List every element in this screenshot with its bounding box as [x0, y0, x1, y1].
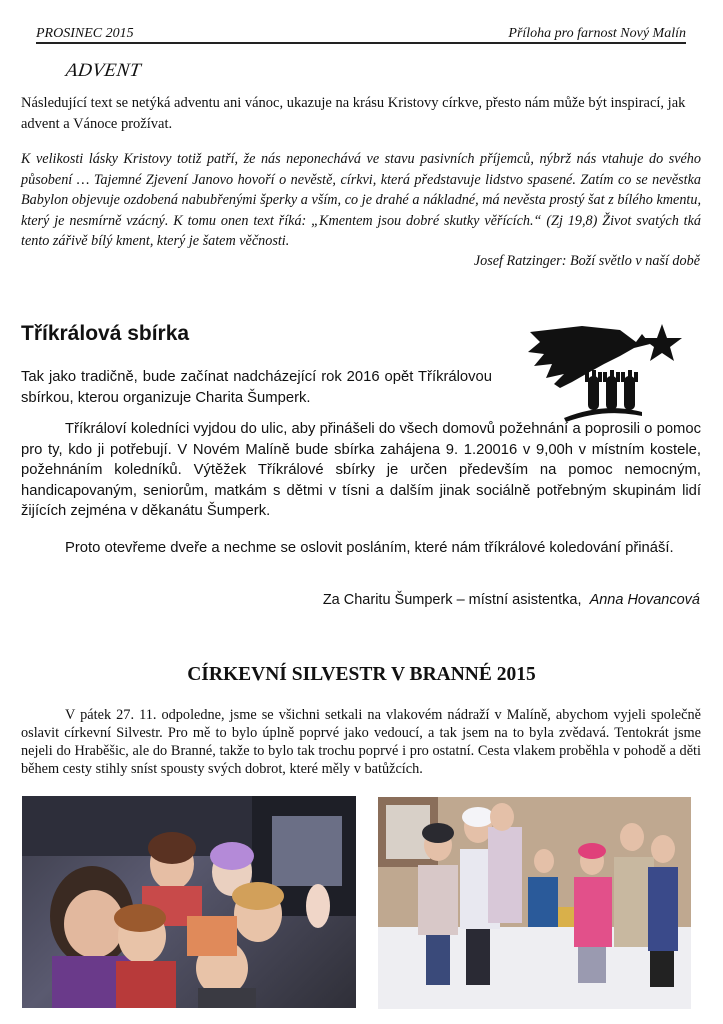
signature-prefix: Za Charitu Šumperk – místní asistentka, — [322, 592, 582, 608]
train-group-photo — [22, 796, 356, 1008]
trikralova-paragraph-3-text: Proto otevřeme dveře a nechme se oslovit posláním, které nám tříkrálové koledování přináší. — [65, 540, 674, 556]
advent-title: ADVENT — [64, 60, 143, 81]
advent-quote: K velikosti lásky Kristovy totiž patří, že nás neponechává ve stavu pasivních příjemců, nýbrž nás vtahuje do svého působení … Tajemné Zjevení Janovo hovoří o nevěstě, církvi, která představuje lidstvo spasené. Zatím co se nevěstka Babylon objevuje ozdobená nabubřenými šperky a vším, co je drahé a nákladné, má nevěsta prostý šat z bílého kmentu, který je nesmírně vzácný. K tomu onen text říká: „Kmentem jsou dobré skutky věřících.“ (Zj 19,8) Život svatých tká tento zářivě bílý kment, který je šatem věčnosti. — [21, 151, 701, 249]
signature-name: Anna Hovancová — [589, 592, 700, 608]
three-kings-star-icon — [524, 318, 686, 430]
advent-quote-author: Josef Ratzinger: Boží světlo v naší době — [473, 253, 700, 269]
trikralova-paragraph-2 — [21, 419, 701, 522]
snow-group-photo — [378, 797, 691, 1009]
advent-intro: Následující text se netýká adventu ani vánoc, ukazuje na krásu Kristovy církve, přesto nám může být inspirací, jak advent a Vánoce prožívat. — [21, 95, 686, 132]
trikralova-title: Tříkrálová sbírka — [21, 322, 190, 345]
silvestr-title: CÍRKEVNÍ SILVESTR V BRANNÉ 2015 — [187, 664, 536, 685]
trikralova-signature — [323, 592, 700, 608]
trikralova-paragraph-2-text: Tříkráloví koledníci vyjdou do ulic, aby přinášeli do všech domovů požehnání a poprosili o pomoc pro ty, kdo ji potřebují. V Novém Malíně bude sbírka zahájena 9. 1.20016 v 9,00h v místním kostele, požehnáním koledníků. Výtěžek Tříkrálové sbírky je určen především na pomoc nemocným, handicapovaným, seniorům, matkám s dětmi v tísni a dalším jinak sociálně potřebným skupinám lidí žijících zejména v děkanátu Šumperk. — [21, 421, 701, 519]
trikralova-paragraph-1: Tak jako tradičně, bude začínat nadcházející rok 2016 opět Tříkrálovou sbírkou, kterou organizuje Charita Šumperk. — [21, 369, 492, 406]
page-header — [36, 26, 686, 44]
header-date: PROSINEC 2015 — [36, 26, 134, 41]
silvestr-paragraph-text: V pátek 27. 11. odpoledne, jsme se všichni setkali na vlakovém nádraží v Malíně, abychom vyjeli společně oslavit církevní Silvestr. Pro mě to bylo úplně poprvé jako vedoucí, a tak jsem na to byla zvědavá. Tentokrát jsme nejeli do Hraběšic, ale do Branné, takže to bylo tak trochu poprvé i pro ostatní. Cesta vlakem proběhla v pohodě a děti během cesty stihly sníst spousty svých dobrot, které měly v batůžcích. — [21, 707, 701, 777]
header-publication: Příloha pro farnost Nový Malín — [508, 26, 686, 41]
trikralova-paragraph-3 — [21, 538, 701, 559]
silvestr-paragraph — [21, 706, 701, 778]
